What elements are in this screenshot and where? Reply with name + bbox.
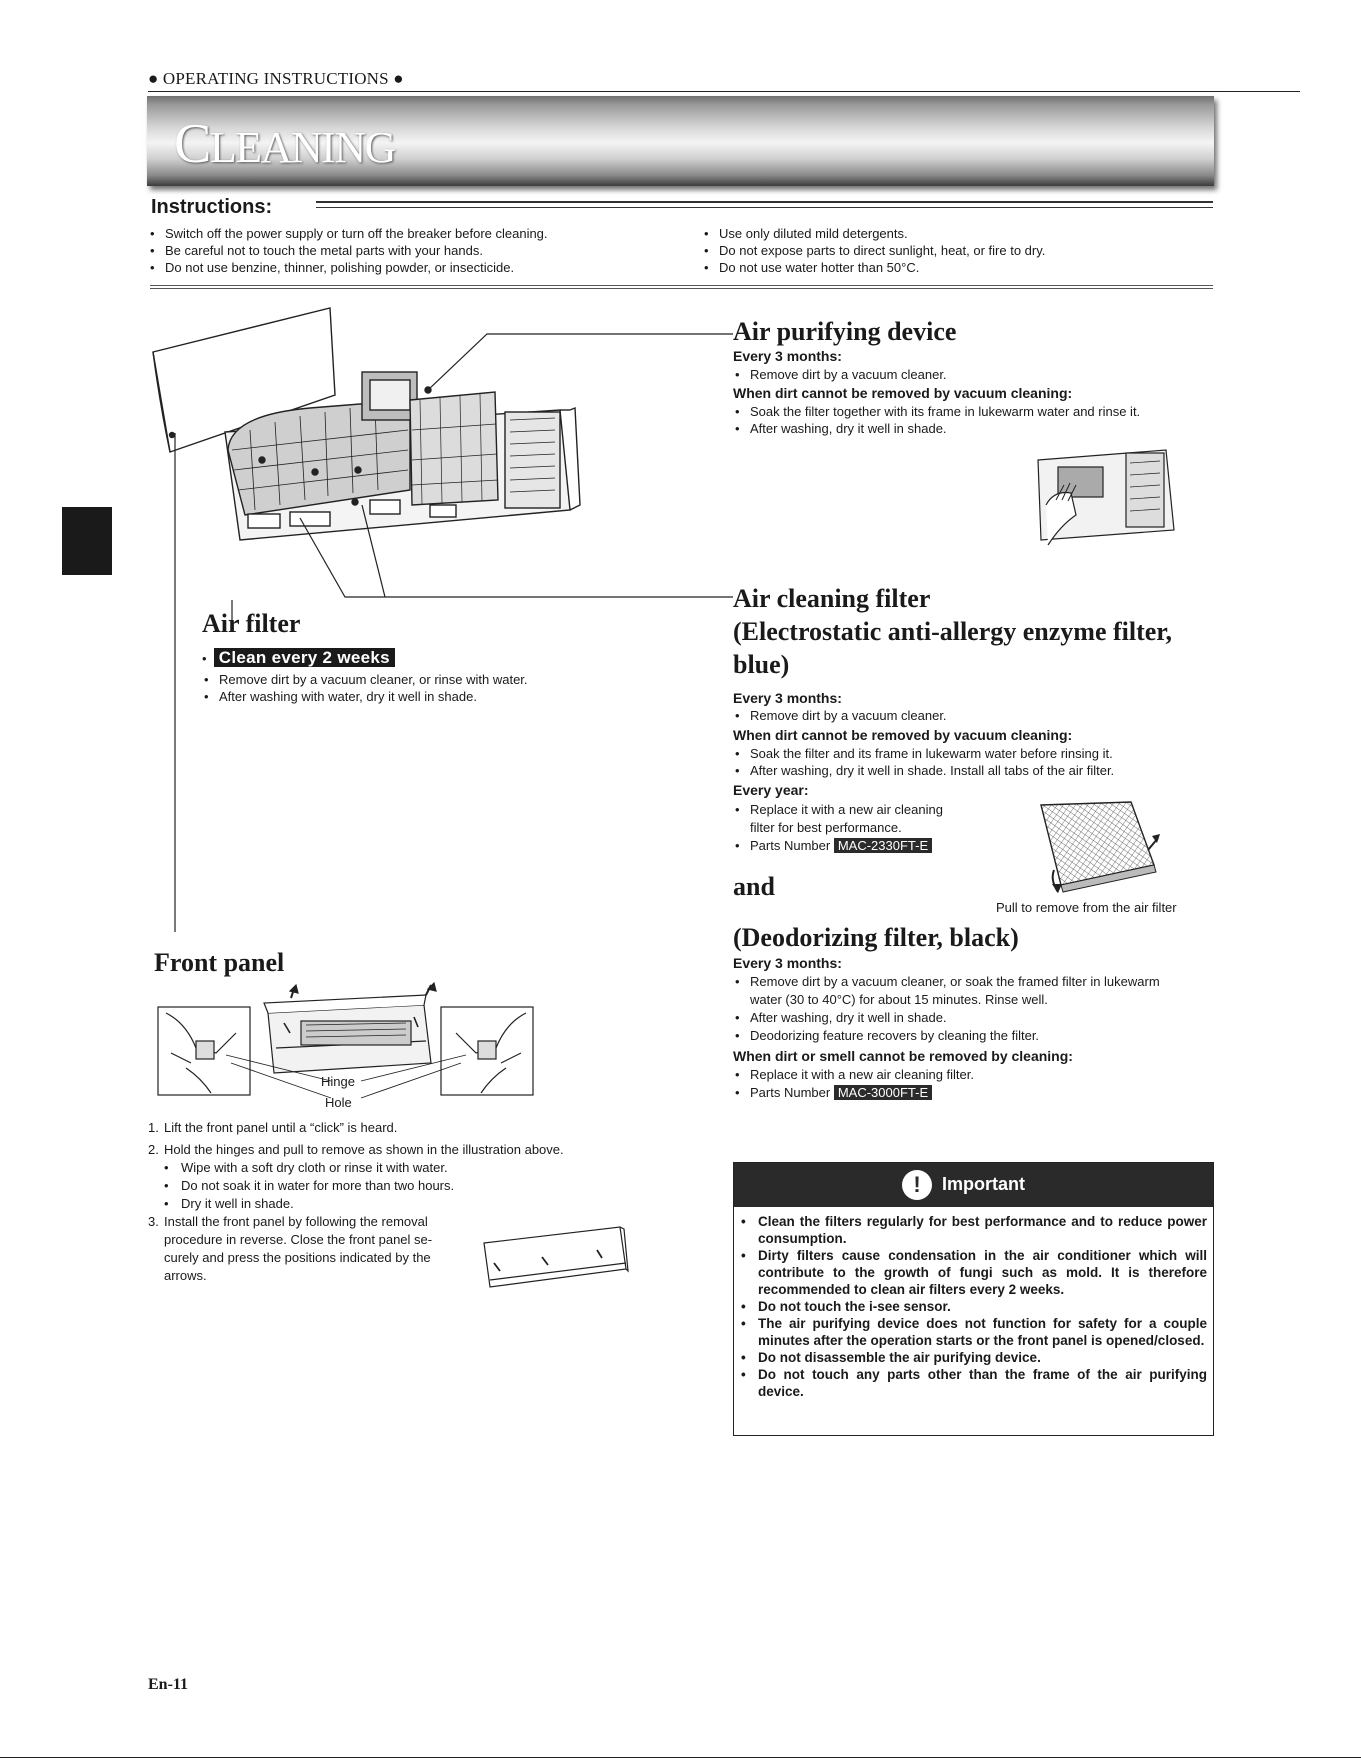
bullet: • [735, 1067, 740, 1082]
page-title-rest: LEANING [209, 123, 395, 172]
deodorizing-every-label: Every 3 months: [733, 955, 842, 971]
bullet: • [735, 1010, 740, 1025]
important-item: • Dirty filters cause condensation in the air conditioner which will contribute to the growth of fungi such as mold. It is therefore recommended to clean air filters every 2 weeks. [734, 1247, 1213, 1298]
deodorizing-when-list [733, 1066, 1213, 1102]
air-cleaning-year-label: Every year: [733, 782, 809, 798]
important-item: • The air purifying device does not function for safety for a couple minutes after the operation starts or the front panel is opened/closed. [734, 1315, 1213, 1349]
instruction-item: • Be careful not to touch the metal parts with your hands. [148, 242, 688, 259]
air-purifying-every-list [733, 366, 1213, 383]
instruction-item: • Switch off the power supply or turn off the breaker before cleaning. [148, 225, 688, 242]
list-item: • Wipe with a soft dry cloth or rinse it with water. [148, 1159, 628, 1177]
step-2 [148, 1141, 628, 1159]
step-2-sublist [148, 1159, 628, 1213]
instruction-item: • Use only diluted mild detergents. [702, 225, 1202, 242]
filter-pull-illustration [1036, 800, 1166, 900]
step-text: procedure in reverse. Close the front panel se- [164, 1232, 433, 1247]
year-item-line1: Replace it with a new air cleaning [750, 802, 943, 817]
list-item: • Remove dirt by a vacuum cleaner. [733, 707, 1213, 724]
purifier-removal-illustration [1036, 445, 1176, 550]
hole-label: Hole [325, 1095, 352, 1110]
air-cleaning-when-label: When dirt cannot be removed by vacuum cleaning: [733, 727, 1073, 743]
air-cleaning-when-list [733, 745, 1213, 779]
bullet: • [735, 974, 740, 989]
bullet: • [735, 1028, 740, 1043]
bullet: • [735, 1085, 740, 1100]
important-item: • Do not touch the i-see sensor. [734, 1298, 1213, 1315]
parts-number-badge: MAC-2330FT-E [834, 838, 932, 853]
list-item: • Do not soak it in water for more than two hours. [148, 1177, 628, 1195]
step-number: 2. [148, 1142, 159, 1157]
list-item: • Soak the filter and its frame in lukewarm water before rinsing it. [733, 745, 1213, 762]
bullet: • [735, 838, 740, 853]
list-item-cont: water (30 to 40°C) for about 15 minutes. Rinse well. [750, 992, 1048, 1007]
air-purifying-when-list [733, 403, 1213, 437]
air-purifying-when-label: When dirt cannot be removed by vacuum cleaning: [733, 385, 1073, 401]
instruction-item: • Do not use benzine, thinner, polishing powder, or insecticide. [148, 259, 688, 276]
pull-caption: Pull to remove from the air filter [996, 900, 1177, 915]
air-cleaning-title [733, 582, 1223, 681]
air-filter-highlight-row [202, 648, 395, 669]
instruction-item: • Do not use water hotter than 50°C. [702, 259, 1202, 276]
parts-label: Parts Number [750, 1085, 831, 1100]
parts-number-badge: MAC-3000FT-E [834, 1085, 932, 1100]
important-title: Important [942, 1174, 1025, 1194]
hinge-label: Hinge [321, 1074, 355, 1089]
step-text: Hold the hinges and pull to remove as shown in the illustration above. [164, 1142, 564, 1157]
step-1 [148, 1119, 628, 1137]
important-header [734, 1163, 1213, 1207]
deodorizing-list [733, 973, 1213, 1045]
bullet: • [202, 651, 214, 666]
list-item: Replace it with a new air cleaning filter. [750, 1067, 975, 1082]
list-item: • After washing with water, dry it well in shade. [202, 688, 702, 705]
year-item-line2: filter for best performance. [750, 820, 902, 835]
deodorizing-when-label: When dirt or smell cannot be removed by cleaning: [733, 1048, 1073, 1064]
step-text: Lift the front panel until a “click” is heard. [164, 1120, 398, 1135]
important-list [734, 1213, 1213, 1400]
instruction-item: • Do not expose parts to direct sunlight, heat, or fire to dry. [702, 242, 1202, 259]
step-number: 3. [148, 1214, 159, 1229]
list-item: • Remove dirt by a vacuum cleaner, or rinse with water. [202, 671, 702, 688]
air-cleaning-title-line1: Air cleaning filter [733, 584, 931, 613]
list-item: Remove dirt by a vacuum cleaner, or soak the framed filter in lukewarm [750, 974, 1160, 989]
step-text: arrows. [164, 1268, 207, 1283]
air-purifying-every-label: Every 3 months: [733, 348, 842, 364]
front-panel-title: Front panel [154, 948, 285, 977]
bullet: • [735, 802, 740, 817]
list-item: Deodorizing feature recovers by cleaning the filter. [750, 1028, 1040, 1043]
instructions-title: Instructions: [151, 196, 273, 218]
air-cleaning-title-line3: blue) [733, 650, 790, 679]
footer-rule [0, 1757, 1361, 1758]
important-item: • Clean the filters regularly for best performance and to reduce power consumption. [734, 1213, 1213, 1247]
list-item: • After washing, dry it well in shade. Install all tabs of the air filter. [733, 762, 1213, 779]
deodorizing-title: (Deodorizing filter, black) [733, 923, 1019, 952]
list-item: After washing, dry it well in shade. [750, 1010, 947, 1025]
installed-unit-illustration [482, 1225, 627, 1291]
list-item: • Dry it well in shade. [148, 1195, 628, 1213]
and-connector: and [733, 872, 775, 901]
important-item: • Do not touch any parts other than the frame of the air purifying device. [734, 1366, 1213, 1400]
air-cleaning-every-list [733, 707, 1213, 724]
air-filter-list [202, 671, 702, 705]
step-number: 1. [148, 1120, 159, 1135]
important-notice [733, 1162, 1214, 1436]
air-cleaning-title-line2: (Electrostatic anti-allergy enzyme filter, [733, 617, 1172, 646]
air-filter-title: Air filter [202, 609, 301, 638]
page-title-cap: C [174, 113, 210, 175]
clean-frequency-badge: Clean every 2 weeks [214, 648, 395, 667]
parts-label: Parts Number [750, 838, 831, 853]
list-item: • Remove dirt by a vacuum cleaner. [733, 366, 1213, 383]
section-header: ● OPERATING INSTRUCTIONS ● [148, 69, 404, 88]
step-text: Install the front panel by following the removal [164, 1214, 428, 1229]
air-purifying-title: Air purifying device [733, 317, 957, 346]
step-text: curely and press the positions indicated by the [164, 1250, 431, 1265]
list-item: • After washing, dry it well in shade. [733, 420, 1213, 437]
page-number: En-11 [148, 1676, 189, 1693]
list-item: • Soak the filter together with its frame in lukewarm water and rinse it. [733, 403, 1213, 420]
important-item: • Do not disassemble the air purifying device. [734, 1349, 1213, 1366]
air-cleaning-every-label: Every 3 months: [733, 690, 842, 706]
exclamation-icon: ! [902, 1170, 932, 1200]
air-cleaning-year-item [733, 801, 1023, 855]
